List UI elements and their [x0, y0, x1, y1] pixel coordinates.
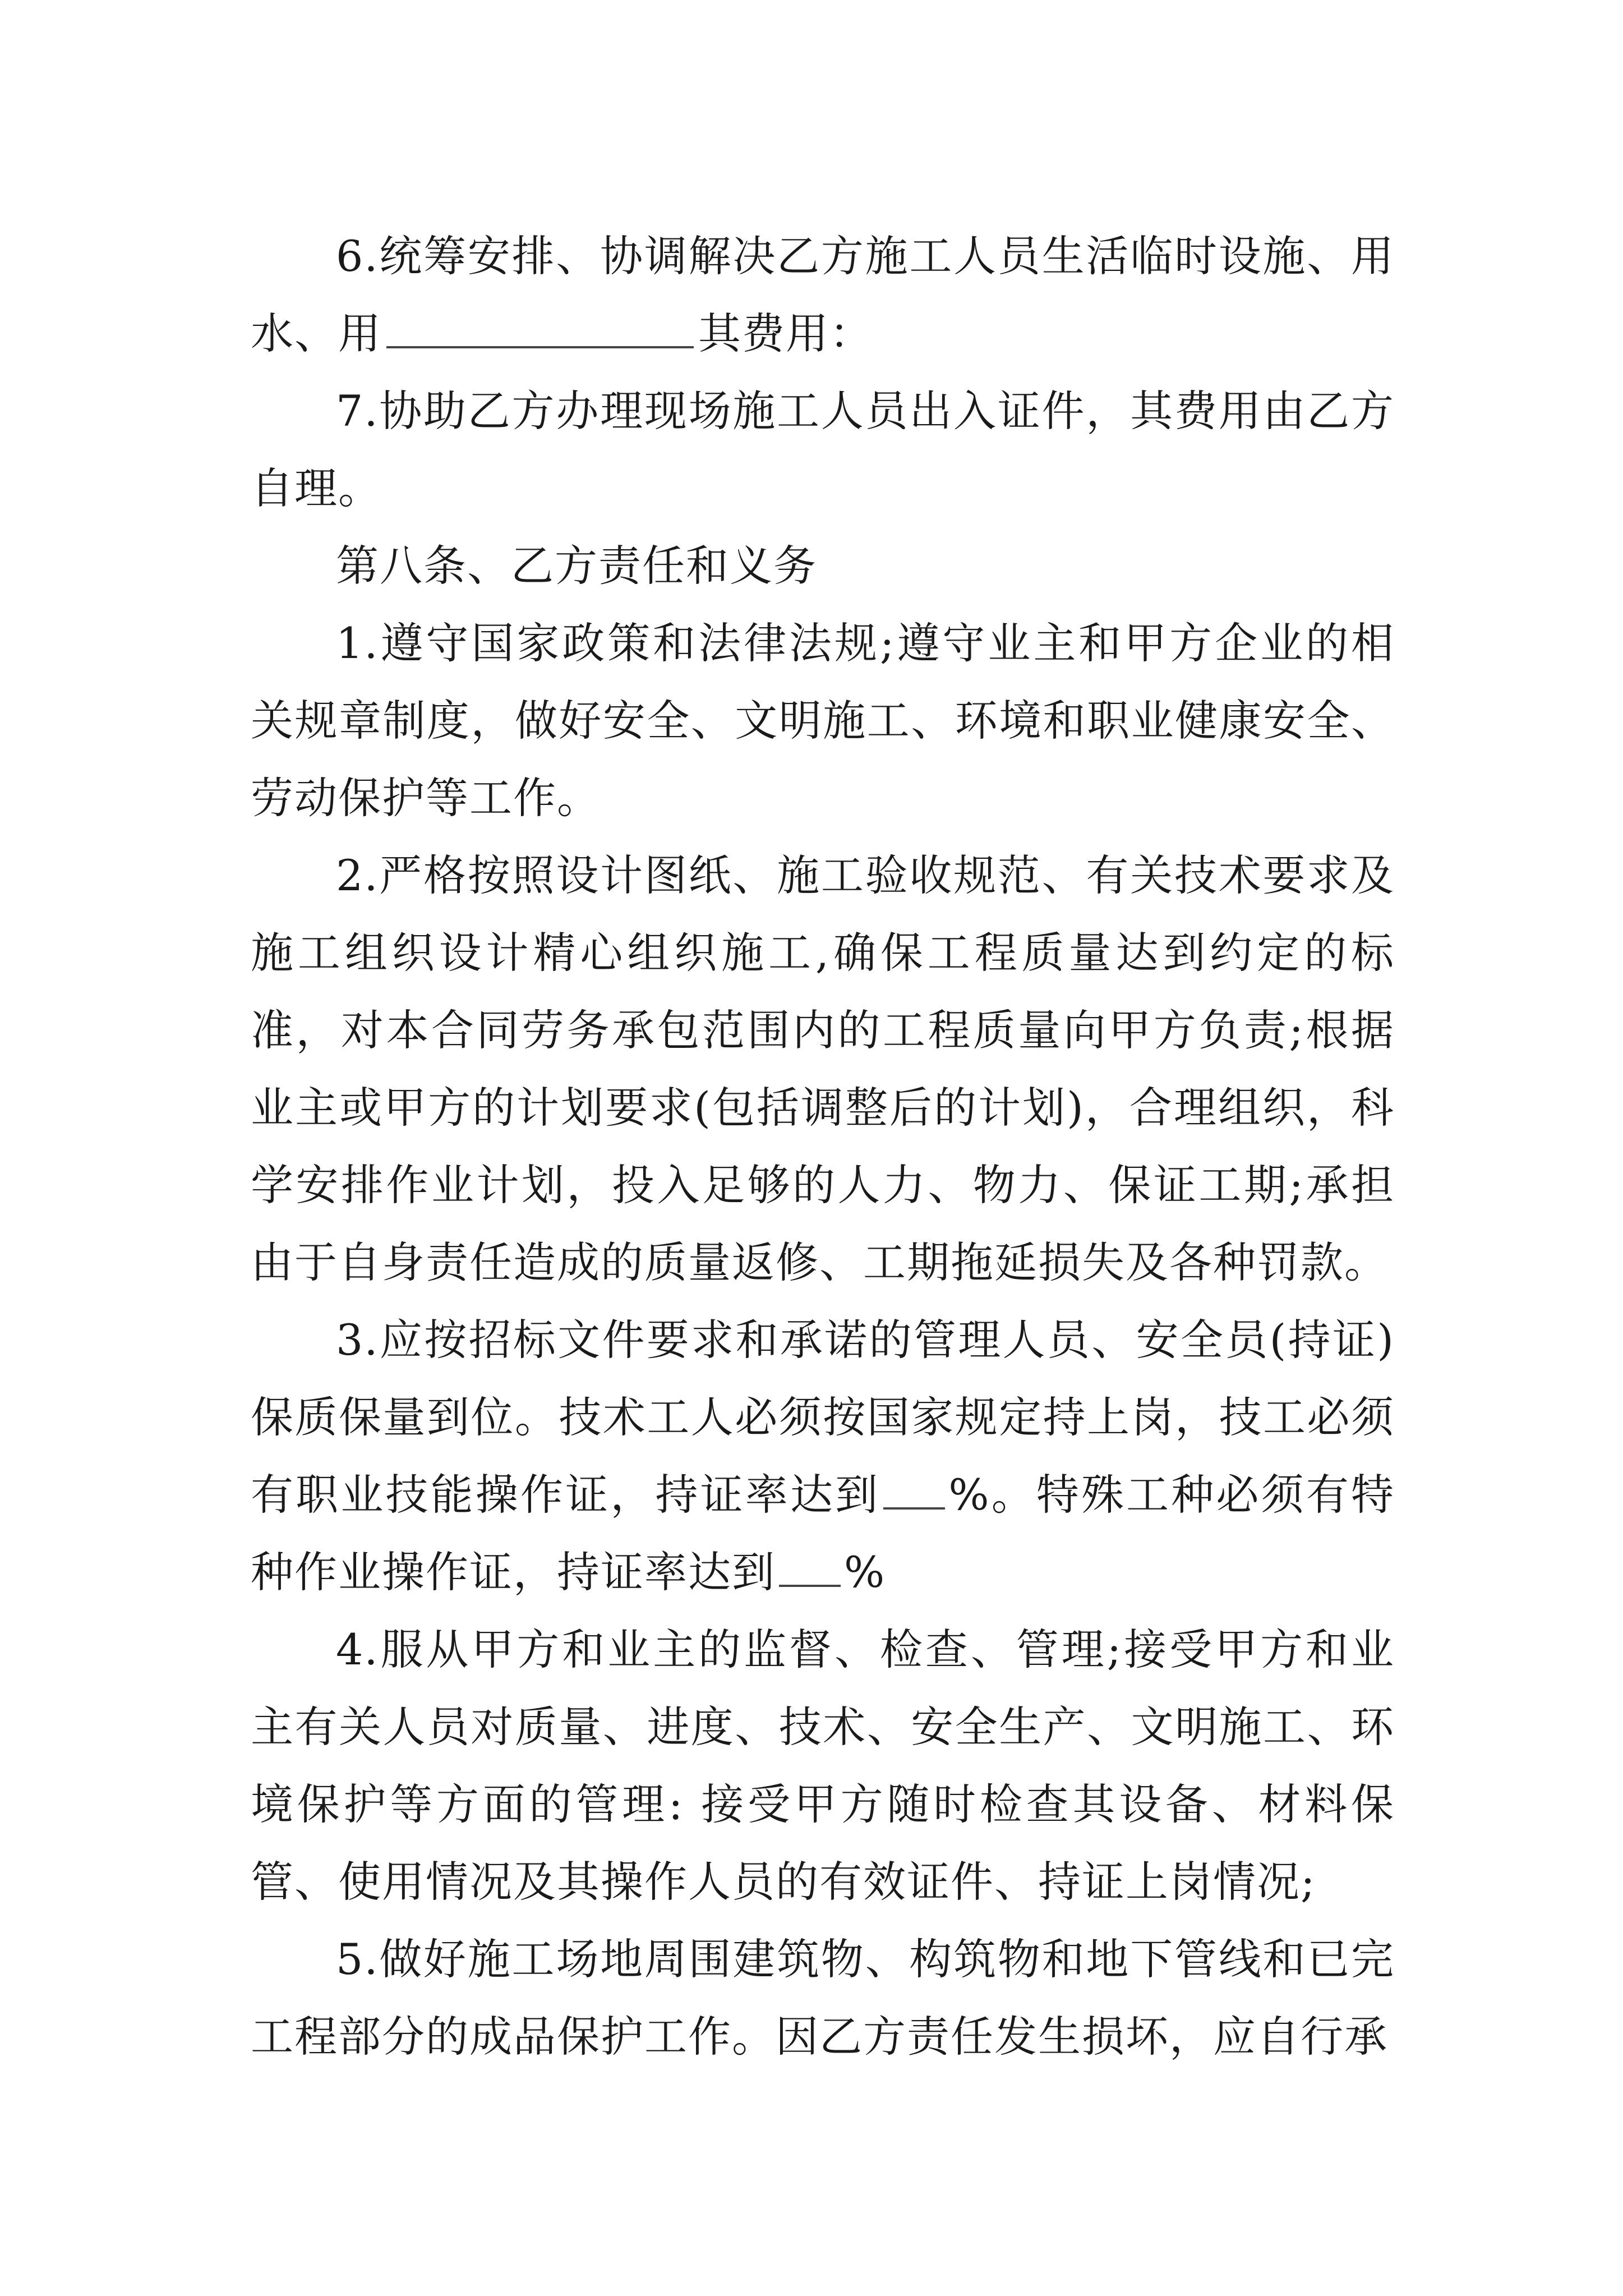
paragraph-3-certification: [251, 1301, 1395, 1611]
paragraph-text: 3.应按招标文件要求和承诺的管理人员、安全员(持证)保质保量到位。技术工人必须按国家规定持上岗，技工必须有职业技能操作证，持证率达到: [251, 1315, 1395, 1520]
paragraph-text: 6.统筹安排、协调解决乙方施工人员生活临时设施、用水、用: [251, 231, 1395, 358]
fill-in-blank[interactable]: [883, 1468, 945, 1510]
paragraph-text: %。特殊工种必须有特种作业操作证，持证率达到: [251, 1470, 1395, 1597]
fill-in-blank[interactable]: [779, 1545, 841, 1587]
document-body: [251, 218, 1395, 2076]
paragraph-text: 其费用：: [698, 309, 873, 358]
paragraph-1-compliance: 1.遵守国家政策和法律法规;遵守业主和甲方企业的相关规章制度，做好安全、文明施工、环境和职业健康安全、劳动保护等工作。: [251, 618, 1395, 823]
section-heading-article-8: 第八条、乙方责任和义务: [336, 541, 817, 591]
paragraph-text: %: [844, 1547, 886, 1597]
paragraph-7-passes: 7.协助乙方办理现场施工人员出入证件，其费用由乙方自理。: [251, 386, 1395, 513]
paragraph-6-utilities: [251, 218, 1395, 372]
paragraph-4-supervision: 4.服从甲方和业主的监督、检查、管理;接受甲方和业主有关人员对质量、进度、技术、安全生产、文明施工、环境保护等方面的管理: 接受甲方随时检查其设备、材料保管、使用情况及其操作人员的有效证件、持证上岗情况;: [251, 1625, 1395, 1907]
paragraph-2-quality: 2.严格按照设计图纸、施工验收规范、有关技术要求及施工组织设计精心组织施工,确保工程质量达到约定的标准，对本合同劳务承包范围内的工程质量向甲方负责;根据业主或甲方的计划要求(包括调整后的计划)，合理组织，科学安排作业计划，投入足够的人力、物力、保证工期;承担由于自身责任造成的质量返修、工期拖延损失及各种罚款。: [251, 850, 1395, 1287]
paragraph-5-protection: 5.做好施工场地周围建筑物、构筑物和地下管线和已完工程部分的成品保护工作。因乙方责任发生损坏，应自行承: [251, 1934, 1395, 2062]
fill-in-blank[interactable]: [386, 307, 694, 348]
